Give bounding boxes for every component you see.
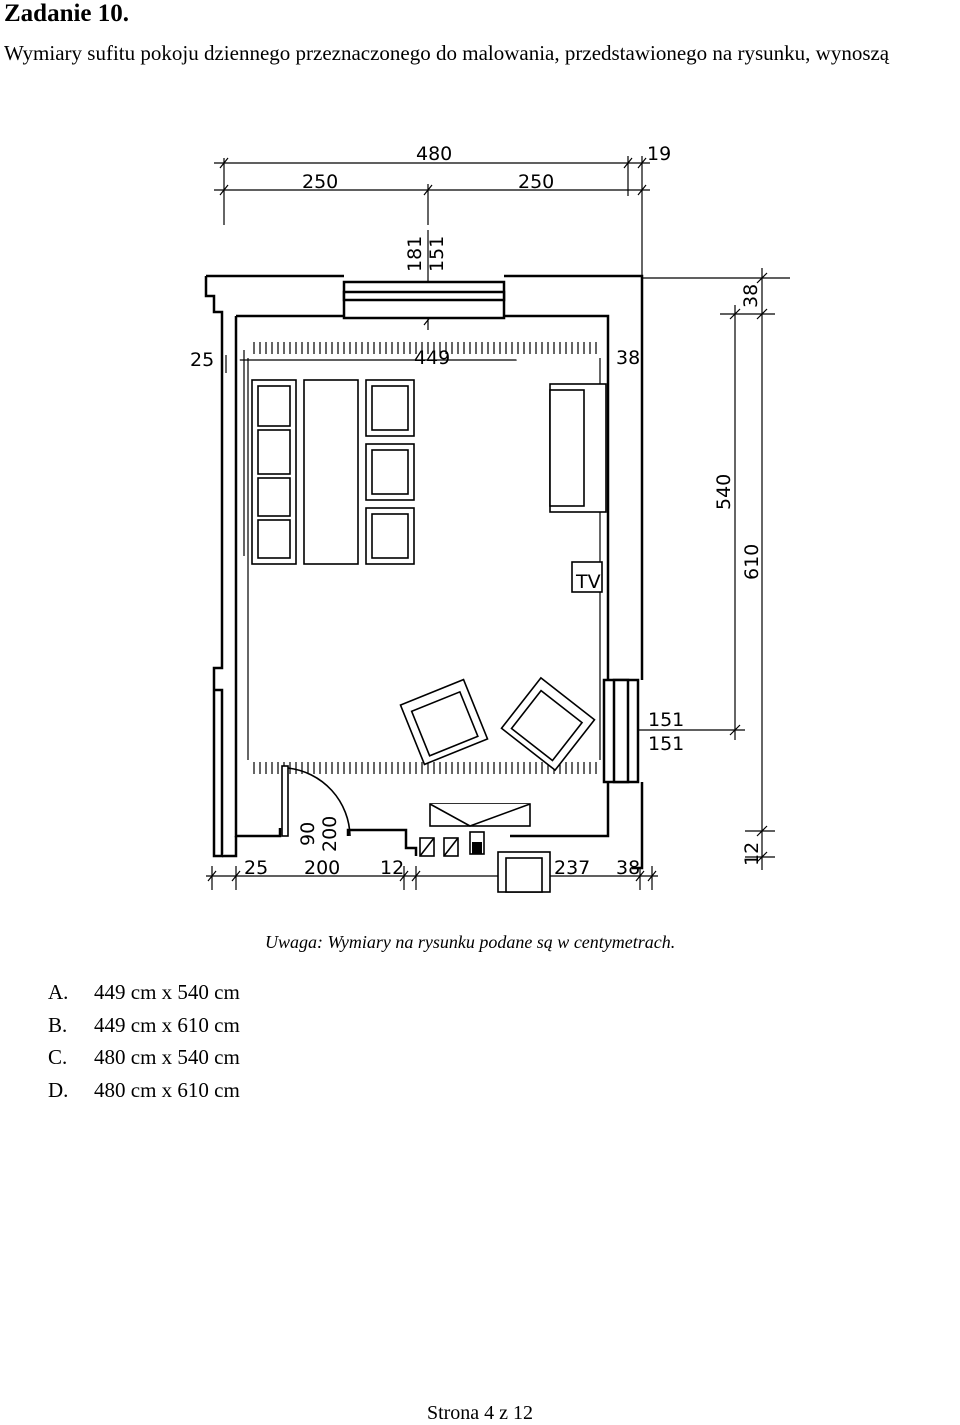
dim-top-right-half: 250 xyxy=(518,171,555,193)
answer-text: 480 cm x 610 cm xyxy=(94,1078,240,1103)
answer-letter: B. xyxy=(48,1012,68,1037)
dim-window-right-b: 151 xyxy=(648,733,685,755)
dim-door-a: 90 xyxy=(297,821,319,846)
dim-bottom-2: 200 xyxy=(304,857,341,879)
dim-right-wall: 38 xyxy=(616,347,641,369)
dim-right-outer: 610 xyxy=(741,543,763,580)
dim-bottom-4: 237 xyxy=(554,857,591,879)
answer-letter: A. xyxy=(48,980,69,1004)
dim-door-b: 200 xyxy=(319,815,341,852)
dim-inner-width: 449 xyxy=(414,347,451,369)
answer-text: 480 cm x 540 cm xyxy=(94,1045,240,1070)
dim-window-top-a: 181 xyxy=(404,235,426,272)
answer-letter: D. xyxy=(48,1078,69,1103)
dim-right-bottom: 12 xyxy=(741,841,763,866)
dim-right-top: 38 xyxy=(740,283,762,308)
answer-text: 449 cm x 540 cm xyxy=(94,980,240,1004)
dim-left-wall: 25 xyxy=(190,349,215,371)
task-title: Zadanie 10. xyxy=(4,0,130,27)
dim-window-top-b: 151 xyxy=(426,235,448,272)
tv-label: TV xyxy=(576,571,601,593)
answer-options xyxy=(48,976,240,1107)
page-number: Strona 4 z 12 xyxy=(426,1402,534,1424)
answer-text: 449 cm x 610 cm xyxy=(94,1012,240,1037)
question-text: Wymiary sufitu pokoju dziennego przeznaczonego do malowania, przedstawionego na rysunku, wynoszą xyxy=(4,41,890,65)
dim-bottom-3: 12 xyxy=(380,857,405,879)
dim-top-left-half: 250 xyxy=(302,171,339,193)
dim-right-inner: 540 xyxy=(713,473,735,510)
answer-option[interactable] xyxy=(48,1041,240,1074)
dim-top-right: 19 xyxy=(647,143,672,165)
dim-window-right-a: 151 xyxy=(648,709,685,731)
answer-option[interactable] xyxy=(48,1009,240,1042)
dim-top-total: 480 xyxy=(416,143,453,165)
units-note: Uwaga: Wymiary na rysunku podane są w centymetrach. xyxy=(265,932,676,952)
answer-letter: C. xyxy=(48,1045,68,1070)
dim-bottom-1: 25 xyxy=(244,857,269,879)
answer-option[interactable] xyxy=(48,1074,240,1107)
answer-option[interactable] xyxy=(48,976,240,1009)
dim-bottom-5: 38 xyxy=(616,857,641,879)
